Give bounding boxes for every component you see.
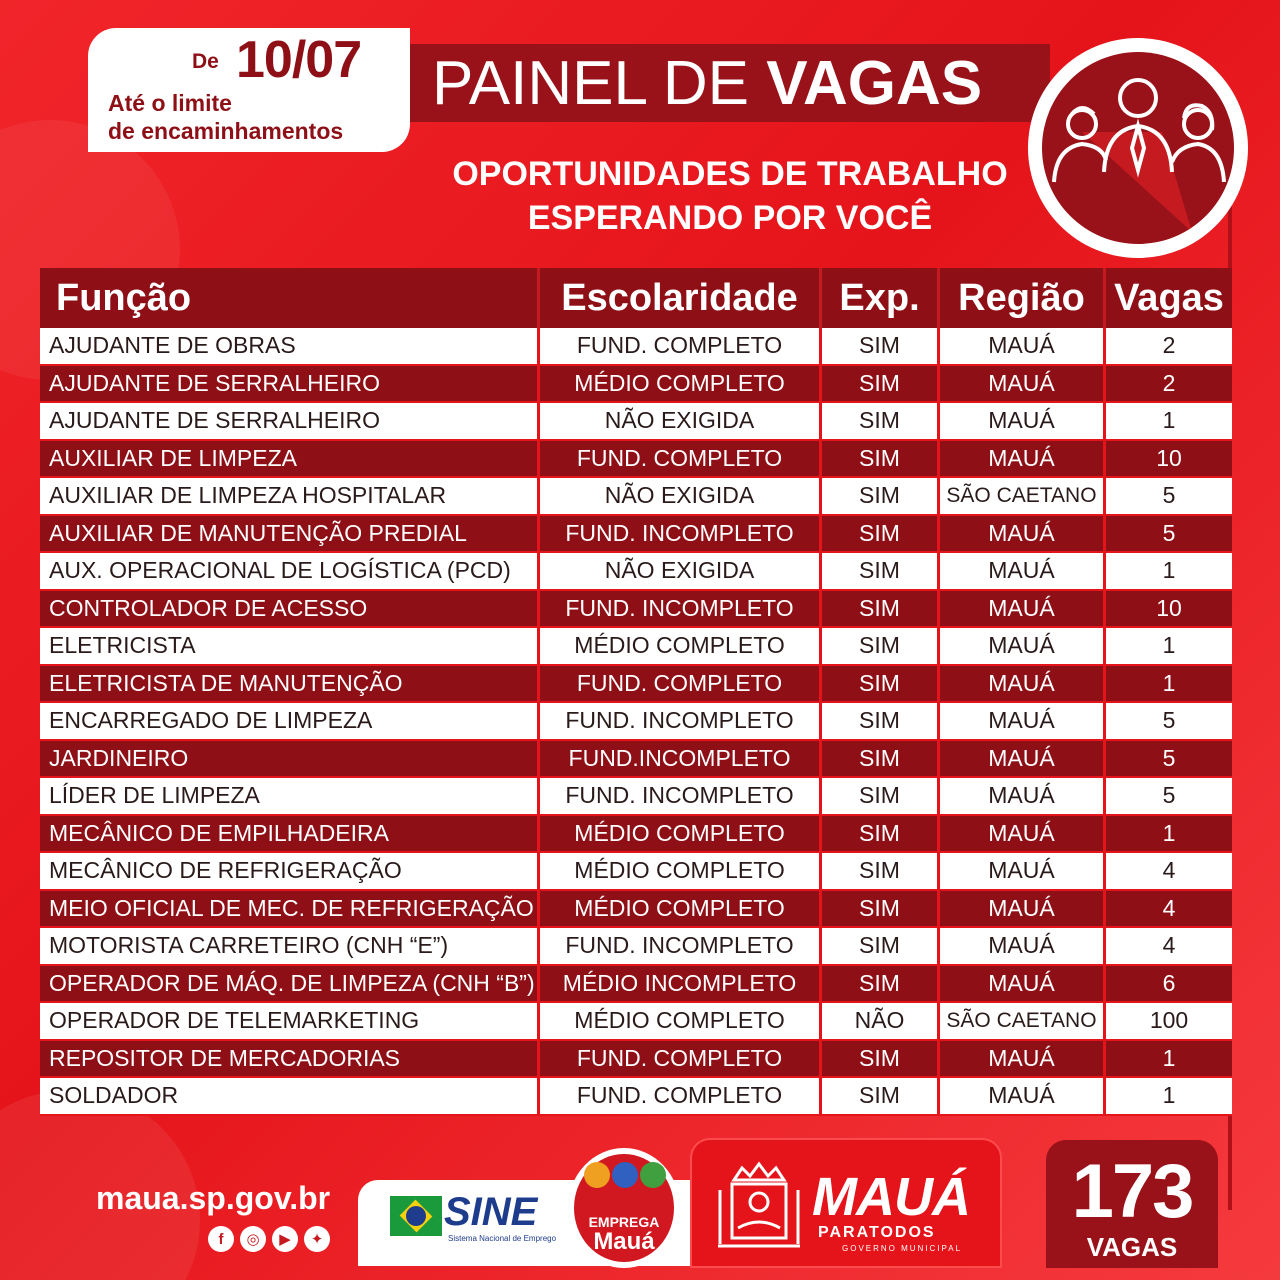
cell-regiao: SÃO CAETANO [940, 1003, 1106, 1041]
page-title [432, 48, 982, 119]
cell-escolaridade: FUND. COMPLETO [540, 1041, 822, 1079]
cell-escolaridade: NÃO EXIGIDA [540, 553, 822, 591]
cell-vagas: 4 [1106, 891, 1232, 929]
date-line-1: Até o limite [108, 90, 232, 116]
cell-escolaridade: FUND. INCOMPLETO [540, 591, 822, 629]
table-row [40, 441, 1232, 479]
subtitle-line-2: ESPERANDO POR VOCÊ [527, 199, 933, 237]
sine-logo: SINE [444, 1190, 538, 1234]
emprega-people-icon [584, 1162, 666, 1188]
table-row [40, 516, 1232, 554]
emprega-maua-text: Mauá [593, 1228, 655, 1255]
cell-funcao: SOLDADOR [40, 1078, 540, 1116]
cell-escolaridade: MÉDIO COMPLETO [540, 853, 822, 891]
date-line-2: de encaminhamentos [108, 118, 344, 144]
title-part-2: VAGAS [766, 49, 983, 118]
cell-regiao: MAUÁ [940, 591, 1106, 629]
cell-regiao: MAUÁ [940, 328, 1106, 366]
cell-funcao: AJUDANTE DE SERRALHEIRO [40, 366, 540, 404]
table-row [40, 591, 1232, 629]
cell-vagas: 10 [1106, 591, 1232, 629]
cell-funcao: JARDINEIRO [40, 741, 540, 779]
cell-funcao: OPERADOR DE MÁQ. DE LIMPEZA (CNH “B”) [40, 966, 540, 1004]
table-row [40, 366, 1232, 404]
cell-funcao: AUXILIAR DE LIMPEZA [40, 441, 540, 479]
cell-escolaridade: FUND. COMPLETO [540, 328, 822, 366]
cell-vagas: 1 [1106, 816, 1232, 854]
table-row [40, 928, 1232, 966]
cell-funcao: MEIO OFICIAL DE MEC. DE REFRIGERAÇÃO [40, 891, 540, 929]
table-row [40, 816, 1232, 854]
cell-funcao: CONTROLADOR DE ACESSO [40, 591, 540, 629]
table-row [40, 891, 1232, 929]
youtube-icon[interactable]: ▶ [272, 1226, 298, 1252]
cell-regiao: MAUÁ [940, 628, 1106, 666]
cell-escolaridade: FUND.INCOMPLETO [540, 741, 822, 779]
cell-vagas: 5 [1106, 703, 1232, 741]
page-subtitle [420, 152, 1040, 240]
table-row [40, 966, 1232, 1004]
table-row [40, 1003, 1232, 1041]
cell-escolaridade: MÉDIO COMPLETO [540, 628, 822, 666]
cell-vagas: 1 [1106, 403, 1232, 441]
cell-exp: SIM [822, 741, 940, 779]
cell-regiao: MAUÁ [940, 1078, 1106, 1116]
workers-icon [1042, 52, 1234, 244]
cell-exp: SIM [822, 666, 940, 704]
cell-escolaridade: MÉDIO INCOMPLETO [540, 966, 822, 1004]
cell-escolaridade: MÉDIO COMPLETO [540, 1003, 822, 1041]
cell-funcao: MECÂNICO DE REFRIGERAÇÃO [40, 853, 540, 891]
cell-vagas: 6 [1106, 966, 1232, 1004]
cell-exp: SIM [822, 478, 940, 516]
table-row [40, 1041, 1232, 1079]
header-regiao: Região [940, 268, 1106, 328]
cell-vagas: 100 [1106, 1003, 1232, 1041]
sine-subtitle: Sistema Nacional de Emprego [448, 1234, 557, 1243]
cell-exp: SIM [822, 366, 940, 404]
table-body [40, 328, 1232, 1116]
table-row [40, 478, 1232, 516]
title-part-1: PAINEL DE [432, 49, 767, 118]
cell-funcao: REPOSITOR DE MERCADORIAS [40, 1041, 540, 1079]
table-row [40, 703, 1232, 741]
cell-funcao: AJUDANTE DE OBRAS [40, 328, 540, 366]
cell-exp: SIM [822, 966, 940, 1004]
cell-funcao: ENCARREGADO DE LIMPEZA [40, 703, 540, 741]
cell-vagas: 1 [1106, 1078, 1232, 1116]
total-vagas-label: VAGAS [1086, 1232, 1178, 1262]
cell-regiao: MAUÁ [940, 366, 1106, 404]
cell-vagas: 5 [1106, 478, 1232, 516]
cell-vagas: 1 [1106, 553, 1232, 591]
cell-vagas: 2 [1106, 366, 1232, 404]
table-row [40, 553, 1232, 591]
cell-regiao: MAUÁ [940, 778, 1106, 816]
table-row [40, 328, 1232, 366]
maua-slogan: PARATODOS [818, 1224, 936, 1241]
cell-escolaridade: FUND. INCOMPLETO [540, 703, 822, 741]
cell-regiao: MAUÁ [940, 741, 1106, 779]
cell-exp: SIM [822, 891, 940, 929]
cell-escolaridade: FUND. COMPLETO [540, 1078, 822, 1116]
subtitle-line-1: OPORTUNIDADES DE TRABALHO [452, 155, 1008, 193]
cell-escolaridade: NÃO EXIGIDA [540, 478, 822, 516]
header-funcao: Função [40, 268, 540, 328]
cell-funcao: AJUDANTE DE SERRALHEIRO [40, 403, 540, 441]
cell-exp: SIM [822, 403, 940, 441]
cell-escolaridade: MÉDIO COMPLETO [540, 891, 822, 929]
date-prefix: De [192, 50, 219, 73]
emprega-text: EMPREGA [588, 1214, 660, 1230]
cell-escolaridade: FUND. INCOMPLETO [540, 516, 822, 554]
cell-vagas: 10 [1106, 441, 1232, 479]
cell-funcao: AUXILIAR DE MANUTENÇÃO PREDIAL [40, 516, 540, 554]
cell-exp: SIM [822, 703, 940, 741]
cell-exp: SIM [822, 928, 940, 966]
cell-regiao: MAUÁ [940, 703, 1106, 741]
cell-funcao: MECÂNICO DE EMPILHADEIRA [40, 816, 540, 854]
cell-escolaridade: NÃO EXIGIDA [540, 403, 822, 441]
cell-exp: SIM [822, 441, 940, 479]
facebook-icon[interactable]: f [208, 1226, 234, 1252]
table-row [40, 741, 1232, 779]
jobs-table [40, 268, 1232, 1116]
social-links [208, 1226, 330, 1252]
cell-exp: SIM [822, 553, 940, 591]
date-badge [88, 28, 410, 152]
cell-vagas: 4 [1106, 928, 1232, 966]
cell-escolaridade: FUND. INCOMPLETO [540, 778, 822, 816]
table-row [40, 1078, 1232, 1116]
table-row [40, 666, 1232, 704]
cell-funcao: AUXILIAR DE LIMPEZA HOSPITALAR [40, 478, 540, 516]
cell-funcao: ELETRICISTA [40, 628, 540, 666]
cell-funcao: OPERADOR DE TELEMARKETING [40, 1003, 540, 1041]
cell-regiao: MAUÁ [940, 516, 1106, 554]
table-row [40, 403, 1232, 441]
cell-vagas: 1 [1106, 628, 1232, 666]
cell-exp: SIM [822, 628, 940, 666]
table-row [40, 778, 1232, 816]
cell-exp: SIM [822, 853, 940, 891]
cell-escolaridade: FUND. INCOMPLETO [540, 928, 822, 966]
cell-exp: SIM [822, 816, 940, 854]
cell-vagas: 5 [1106, 741, 1232, 779]
total-vagas-number: 173 [1071, 1149, 1193, 1234]
table-header [40, 268, 1232, 328]
website-link[interactable]: maua.sp.gov.br [96, 1180, 331, 1216]
cell-escolaridade: FUND. COMPLETO [540, 441, 822, 479]
cell-funcao: AUX. OPERACIONAL DE LOGÍSTICA (PCD) [40, 553, 540, 591]
maua-logo-text: MAUÁ [812, 1167, 970, 1227]
cell-regiao: MAUÁ [940, 441, 1106, 479]
cell-regiao: MAUÁ [940, 553, 1106, 591]
cell-funcao: ELETRICISTA DE MANUTENÇÃO [40, 666, 540, 704]
cell-regiao: MAUÁ [940, 666, 1106, 704]
cell-vagas: 1 [1106, 666, 1232, 704]
cell-regiao: MAUÁ [940, 928, 1106, 966]
city-crest-icon [714, 1160, 804, 1256]
cell-vagas: 1 [1106, 1041, 1232, 1079]
table-row [40, 628, 1232, 666]
cell-exp: SIM [822, 591, 940, 629]
cell-exp: SIM [822, 328, 940, 366]
cell-escolaridade: MÉDIO COMPLETO [540, 366, 822, 404]
instagram-icon[interactable]: ◎ [240, 1226, 266, 1252]
header-exp: Exp. [822, 268, 940, 328]
cell-regiao: MAUÁ [940, 403, 1106, 441]
table-row [40, 853, 1232, 891]
cell-regiao: MAUÁ [940, 1041, 1106, 1079]
cell-exp: SIM [822, 778, 940, 816]
cell-vagas: 4 [1106, 853, 1232, 891]
cell-exp: SIM [822, 1078, 940, 1116]
cell-escolaridade: FUND. COMPLETO [540, 666, 822, 704]
cell-exp: NÃO [822, 1003, 940, 1041]
cell-exp: SIM [822, 516, 940, 554]
cell-regiao: MAUÁ [940, 853, 1106, 891]
cell-vagas: 2 [1106, 328, 1232, 366]
cell-regiao: MAUÁ [940, 966, 1106, 1004]
cell-regiao: SÃO CAETANO [940, 478, 1106, 516]
maua-government: GOVERNO MUNICIPAL [842, 1244, 963, 1253]
cell-funcao: MOTORISTA CARRETEIRO (CNH “E”) [40, 928, 540, 966]
cell-vagas: 5 [1106, 778, 1232, 816]
cell-exp: SIM [822, 1041, 940, 1079]
date-value: 10/07 [236, 31, 362, 89]
cell-regiao: MAUÁ [940, 891, 1106, 929]
cell-regiao: MAUÁ [940, 816, 1106, 854]
header-vagas: Vagas [1114, 276, 1224, 319]
twitter-icon[interactable]: ✦ [304, 1226, 330, 1252]
cell-escolaridade: MÉDIO COMPLETO [540, 816, 822, 854]
header-escolaridade: Escolaridade [540, 268, 822, 328]
cell-funcao: LÍDER DE LIMPEZA [40, 778, 540, 816]
flag-globe [406, 1206, 426, 1226]
cell-vagas: 5 [1106, 516, 1232, 554]
